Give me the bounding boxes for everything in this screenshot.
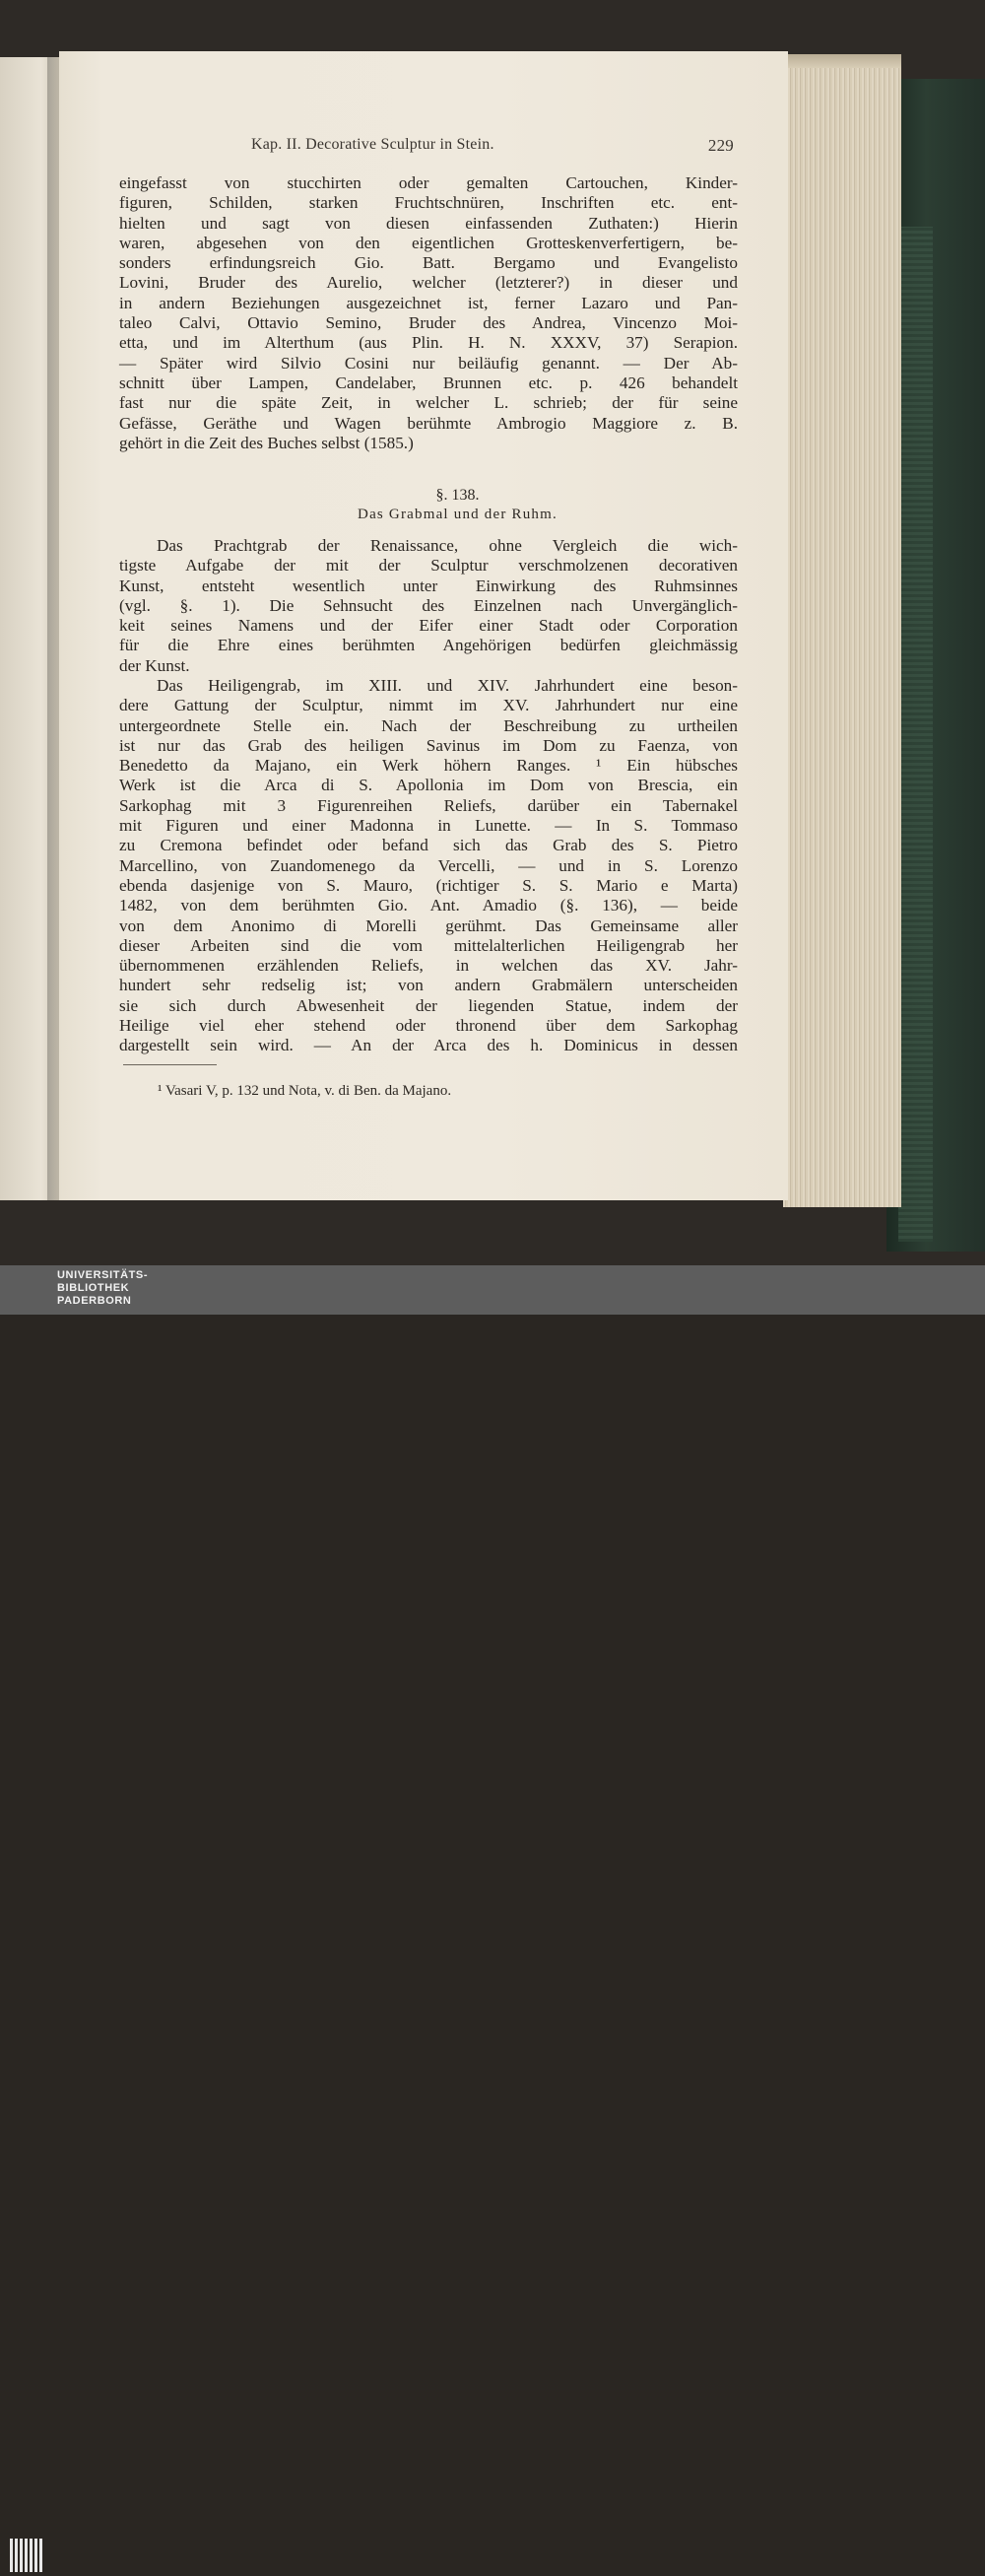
book-page <box>59 51 788 1200</box>
running-title: Kap. II. Decorative Sculptur in Stein. <box>251 136 494 153</box>
footer-line-3: PADERBORN <box>57 1295 132 1307</box>
text-line: ebenda dasjenige von S. Mauro, (richtiger S. S. Mario e Marta) <box>119 875 738 895</box>
text-line: übernommenen erzählenden Reliefs, in welchen das XV. Jahr- <box>119 956 738 976</box>
page-block-top <box>783 54 901 68</box>
text-line: von dem Anonimo di Morelli gerühmt. Das Gemeinsame aller <box>119 915 738 935</box>
text-line: etta, und im Alterthum (aus Plin. H. N. XXXV, 37) Serapion. <box>119 333 738 353</box>
text-line: schnitt über Lampen, Candelaber, Brunnen etc. p. 426 behandelt <box>119 373 738 392</box>
footnote: ¹ Vasari V, p. 132 und Nota, v. di Ben. da Majano. <box>158 1083 452 1099</box>
text-line: tigste Aufgabe der mit der Sculptur verschmolzenen decorativen <box>119 556 738 576</box>
text-line: Das Heiligengrab, im XIII. und XIV. Jahrhundert eine beson- <box>157 676 738 695</box>
text-line: in andern Beziehungen ausgezeichnet ist, ferner Lazaro und Pan- <box>119 293 738 312</box>
text-line: Das Prachtgrab der Renaissance, ohne Vergleich die wich- <box>157 536 738 555</box>
text-line: sonders erfindungsreich Gio. Batt. Bergamo und Evangelisto <box>119 253 738 273</box>
paragraph-3 <box>119 676 738 1056</box>
text-line: eingefasst von stucchirten oder gemalten Cartouchen, Kinder- <box>119 173 738 192</box>
page-block-edge <box>783 54 901 1207</box>
text-line: waren, abgesehen von den eigentlichen Grotteskenverfertigern, be- <box>119 233 738 252</box>
text-line: hielten und sagt von diesen einfassenden Zuthaten:) Hierin <box>119 213 738 233</box>
text-line: dargestellt sein wird. — An der Arca des h. Dominicus in dessen <box>119 1036 738 1055</box>
running-header <box>251 136 734 158</box>
text-line: Werk ist die Arca di S. Apollonia im Dom von Brescia, ein <box>119 776 738 795</box>
section-number: §. 138. <box>435 487 480 504</box>
text-line: der Kunst. <box>119 655 190 675</box>
footnote-rule <box>123 1064 217 1065</box>
text-line: Kunst, entsteht wesentlich unter Einwirkung des Ruhmsinnes <box>119 576 738 595</box>
text-line: fast nur die späte Zeit, in welcher L. schrieb; der für seine <box>119 393 738 413</box>
text-line: figuren, Schilden, starken Fruchtschnüren, Inschriften etc. ent- <box>119 193 738 213</box>
footer-line-2: BIBLIOTHEK <box>57 1282 130 1294</box>
text-line: taleo Calvi, Ottavio Semino, Bruder des Andrea, Vincenzo Moi- <box>119 313 738 333</box>
text-line: — Später wird Silvio Cosini nur beiläufig genannt. — Der Ab- <box>119 353 738 373</box>
text-line: keit seines Namens und der Eifer einer Stadt oder Corporation <box>119 616 738 636</box>
text-line: Heilige viel eher stehend oder thronend über dem Sarkophag <box>119 1016 738 1036</box>
text-line: ist nur das Grab des heiligen Savinus im Dom zu Faenza, von <box>119 735 738 755</box>
library-logo-icon <box>8 2535 47 2576</box>
section-title: Das Grabmal und der Ruhm. <box>358 507 558 522</box>
text-line: dieser Arbeiten sind die vom mittelalterlichen Heiligengrab her <box>119 935 738 955</box>
text-line: (vgl. §. 1). Die Sehnsucht des Einzelnen nach Unvergänglich- <box>119 595 738 615</box>
text-line: sie sich durch Abwesenheit der liegenden Statue, indem der <box>119 995 738 1015</box>
text-line: Sarkophag mit 3 Figurenreihen Reliefs, darüber ein Tabernakel <box>119 795 738 815</box>
text-line: dere Gattung der Sculptur, nimmt im XV. Jahrhundert nur eine <box>119 696 738 715</box>
text-line: zu Cremona befindet oder befand sich das Grab des S. Pietro <box>119 836 738 855</box>
footer-line-1: UNIVERSITÄTS- <box>57 1269 149 1281</box>
text-line: Benedetto da Majano, ein Werk höhern Ranges. ¹ Ein hübsches <box>119 756 738 776</box>
page-number: 229 <box>707 136 734 155</box>
paragraph-1 <box>119 173 738 453</box>
text-line: Marcellino, von Zuandomenego da Vercelli, — und in S. Lorenzo <box>119 855 738 875</box>
text-line: 1482, von dem berühmten Gio. Ant. Amadio (§. 136), — beide <box>119 896 738 915</box>
text-line: Gefässe, Geräthe und Wagen berühmte Ambrogio Maggiore z. B. <box>119 413 738 433</box>
text-line: für die Ehre eines berühmten Angehörigen bedürfen gleichmässig <box>119 636 738 655</box>
cover-texture <box>898 227 933 1242</box>
library-footer <box>0 1265 985 1315</box>
text-line: untergeordnete Stelle ein. Nach der Beschreibung zu urtheilen <box>119 715 738 735</box>
paragraph-2 <box>119 536 738 676</box>
text-line: hundert sehr redselig ist; von andern Grabmälern unterscheiden <box>119 976 738 995</box>
book-scan <box>0 0 985 1265</box>
text-line: mit Figuren und einer Madonna in Lunette. — In S. Tommaso <box>119 816 738 836</box>
text-line: Lovini, Bruder des Aurelio, welcher (letzterer?) in dieser und <box>119 273 738 293</box>
text-line: gehört in die Zeit des Buches selbst (1585.) <box>119 433 414 452</box>
